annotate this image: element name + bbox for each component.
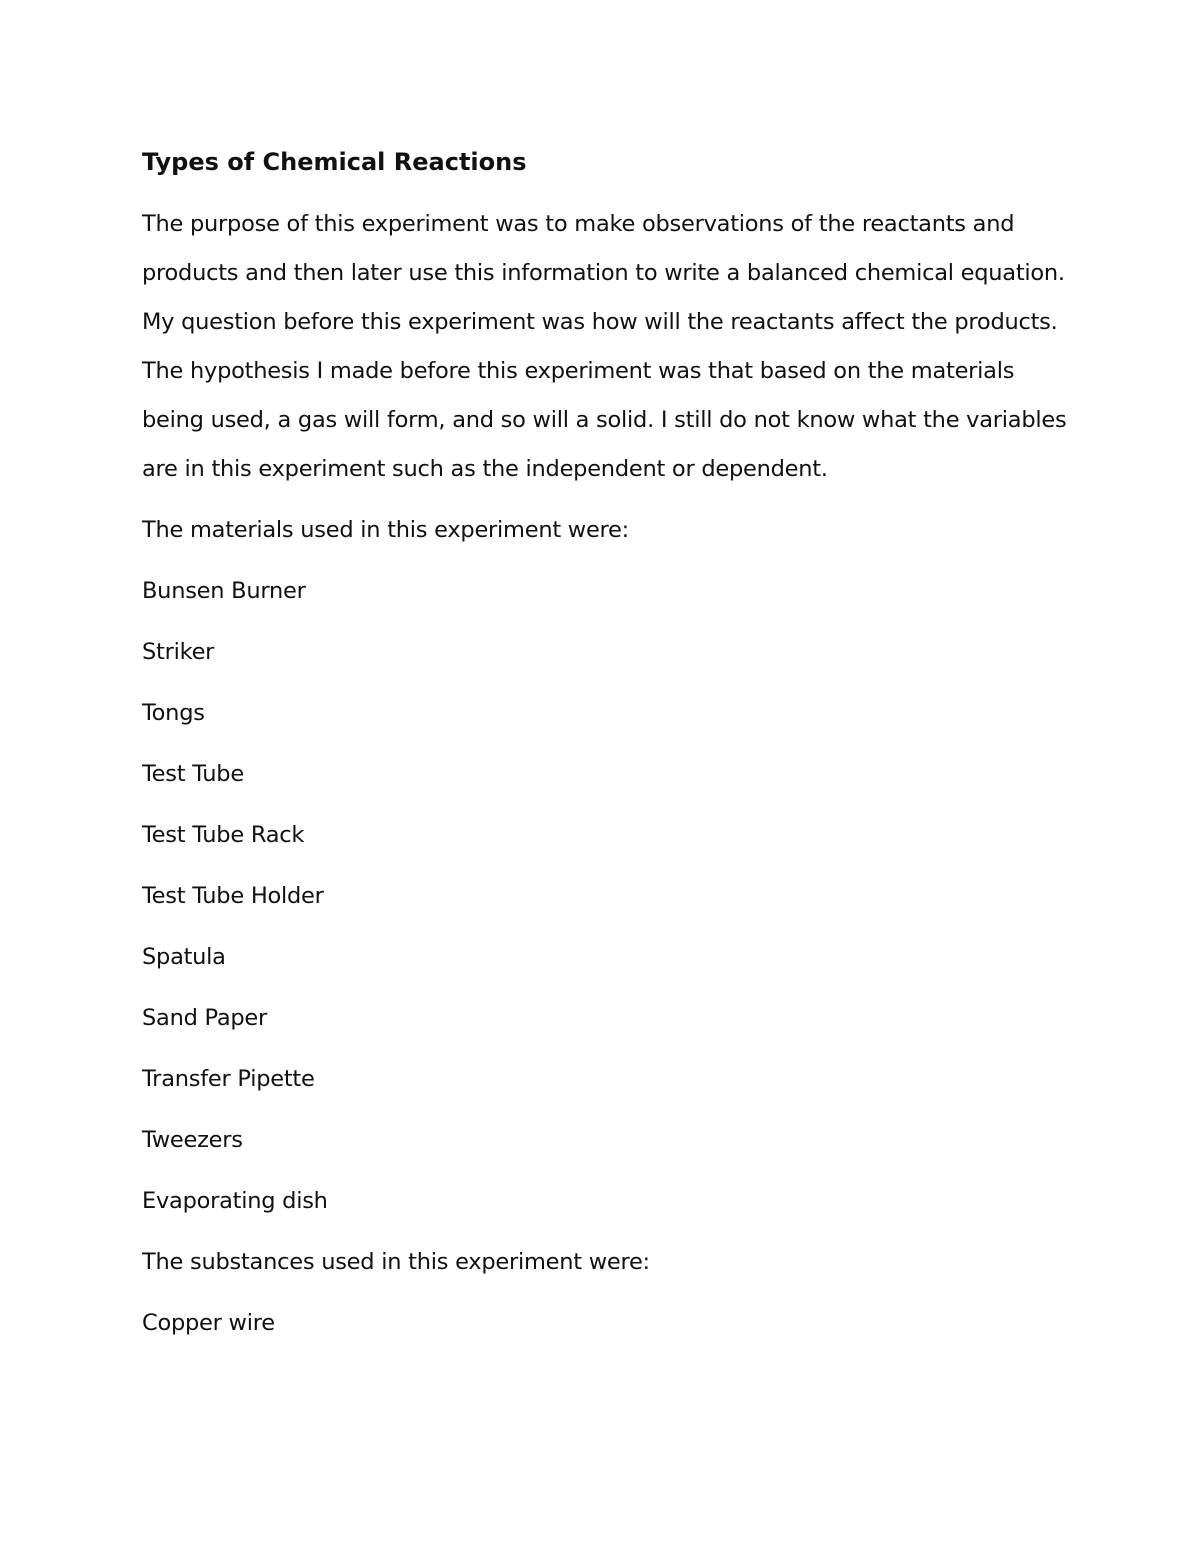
list-item: Test Tube Rack	[142, 822, 305, 848]
list-item: Tweezers	[142, 1127, 243, 1153]
substances-heading: The substances used in this experiment were:	[142, 1249, 650, 1275]
materials-heading: The materials used in this experiment were:	[142, 517, 629, 543]
list-item: Transfer Pipette	[142, 1066, 315, 1092]
list-item: Test Tube	[142, 761, 244, 787]
list-item: Spatula	[142, 944, 226, 970]
intro-paragraph: The purpose of this experiment was to make observations of the reactants and products and then later use this information to write a balanced chemical equation. My question before this experiment was how will the reactants affect the products. The hypothesis I made before this experiment was that based on the materials being used, a gas will form, and so will a solid. I still do not know what the variables are in this experiment such as the independent or dependent.	[142, 211, 1067, 482]
list-item: Evaporating dish	[142, 1188, 328, 1214]
substances-list	[142, 1299, 1072, 1348]
list-item: Copper wire	[142, 1310, 275, 1336]
list-item: Test Tube Holder	[142, 883, 324, 909]
materials-list	[142, 567, 1072, 1226]
page-title: Types of Chemical Reactions	[142, 148, 527, 176]
list-item: Sand Paper	[142, 1005, 267, 1031]
list-item: Tongs	[142, 700, 205, 726]
list-item: Bunsen Burner	[142, 578, 306, 604]
list-item: Striker	[142, 639, 215, 665]
document-body	[142, 140, 1072, 1360]
